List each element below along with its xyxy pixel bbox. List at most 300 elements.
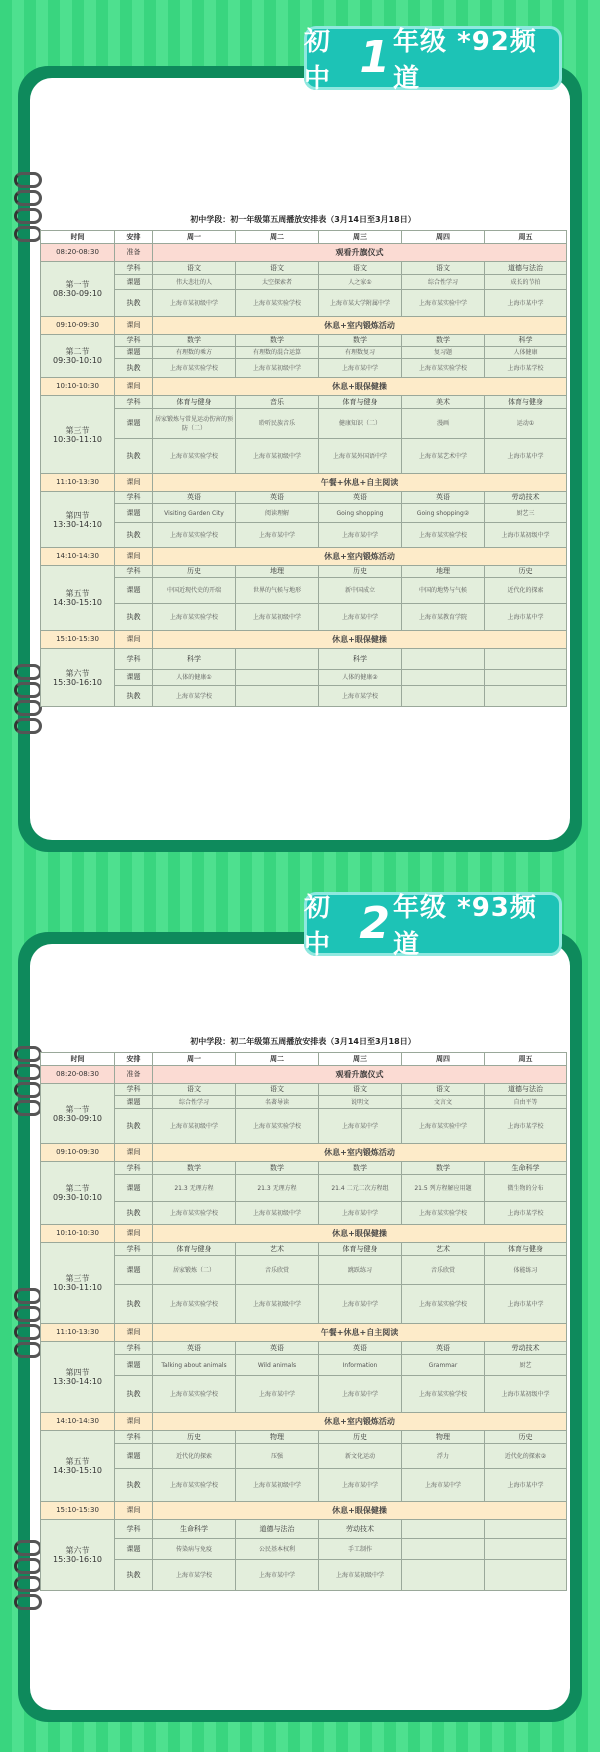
topic-label: 课题	[115, 504, 153, 523]
topic-cell	[402, 670, 485, 686]
teacher-label: 执教	[115, 1376, 153, 1413]
teacher-row	[41, 523, 567, 548]
subject-cell: 英语	[319, 1342, 402, 1355]
topic-cell: 厨艺	[485, 1355, 567, 1376]
topic-cell: 有理数的混合运算	[236, 347, 319, 359]
teacher-cell: 上海市某实验学校	[153, 1285, 236, 1324]
subject-cell: 体育与健身	[153, 1243, 236, 1256]
period-time: 09:30-10:10	[53, 1193, 102, 1202]
period-cell	[41, 1431, 115, 1502]
header-cell: 周四	[402, 1053, 485, 1066]
period-name: 第三节	[65, 1274, 90, 1283]
topic-cell: 阅读理解	[236, 504, 319, 523]
break-row	[41, 1413, 567, 1431]
period-name: 第五节	[65, 589, 90, 598]
teacher-cell: 上海市某中学	[319, 1202, 402, 1225]
header-cell: 周五	[485, 231, 567, 244]
topic-label: 课题	[115, 1096, 153, 1109]
topic-label: 课题	[115, 578, 153, 604]
teacher-cell: 上海市某初级中学	[236, 1202, 319, 1225]
teacher-cell: 上海市某中学	[319, 1285, 402, 1324]
teacher-cell	[485, 686, 567, 707]
topic-cell	[485, 670, 567, 686]
topic-cell: 人体的健康①	[153, 670, 236, 686]
subject-cell: 英语	[153, 1342, 236, 1355]
period-name: 第六节	[65, 668, 90, 678]
opening-row	[41, 1066, 567, 1084]
subject-cell: 体育与健身	[319, 396, 402, 409]
teacher-row	[41, 1202, 567, 1225]
teacher-label: 执教	[115, 1109, 153, 1144]
topic-cell: 公民基本权利	[236, 1539, 319, 1560]
topic-cell: 体能练习	[485, 1256, 567, 1285]
grade2-title: 初中学段：初二年级第五周播放安排表（3月14日至3月18日）	[190, 1037, 416, 1046]
subject-cell: 音乐	[236, 396, 319, 409]
subject-label: 学科	[115, 566, 153, 578]
teacher-cell: 上海市某初级中学	[153, 290, 236, 317]
subject-cell: 生命科学	[485, 1162, 567, 1175]
header-cell: 周四	[402, 231, 485, 244]
teacher-row	[41, 1376, 567, 1413]
teacher-row	[41, 1285, 567, 1324]
topic-cell: 伟大悲壮的人	[153, 275, 236, 290]
ring-binder-icon	[14, 172, 40, 244]
subject-cell: 语文	[319, 262, 402, 275]
topic-cell: 近代化的探索	[485, 578, 567, 604]
time-cell: 10:10-10:30	[41, 378, 115, 396]
teacher-cell: 上海市某艺术中学	[402, 439, 485, 474]
break-row	[41, 1502, 567, 1520]
period-name: 第四节	[65, 510, 90, 520]
subject-cell: 语文	[236, 262, 319, 275]
activity-cell: 休息+室内锻炼活动	[153, 1413, 567, 1431]
topic-label: 课题	[115, 1444, 153, 1469]
period-row	[41, 262, 567, 275]
teacher-cell: 上海市某实验学校	[236, 1109, 319, 1144]
subject-cell: 体育与健身	[485, 1243, 567, 1256]
arrangement-label: 课间	[115, 1144, 153, 1162]
teacher-label: 执教	[115, 1202, 153, 1225]
period-name: 第四节	[65, 1368, 90, 1377]
subject-cell: 语文	[236, 1084, 319, 1096]
topic-cell: 新中国成立	[319, 578, 402, 604]
period-name: 第六节	[65, 1546, 90, 1555]
topic-cell: 聆听民族音乐	[236, 409, 319, 439]
subject-cell: 数学	[402, 335, 485, 347]
topic-cell: 综合性学习	[153, 1096, 236, 1109]
teacher-label: 执教	[115, 604, 153, 631]
subject-cell: 历史	[153, 1431, 236, 1444]
period-row	[41, 335, 567, 347]
period-cell	[41, 649, 115, 707]
subject-cell: 体育与健身	[319, 1243, 402, 1256]
topic-row	[41, 1355, 567, 1376]
teacher-cell: 上海市某初级中学	[485, 1376, 567, 1413]
teacher-cell: 上海市某中学	[319, 1469, 402, 1502]
subject-cell: 美术	[402, 396, 485, 409]
time-cell: 09:10-09:30	[41, 1144, 115, 1162]
topic-cell: 自由平等	[485, 1096, 567, 1109]
time-cell: 08:20-08:30	[41, 244, 115, 262]
period-cell	[41, 1520, 115, 1591]
teacher-cell: 上海市某实验学校	[153, 523, 236, 548]
topic-cell: 有理数的乘方	[153, 347, 236, 359]
teacher-cell: 上海市某实验学校	[402, 1202, 485, 1225]
topic-cell: 21.4 二元二次方程组	[319, 1175, 402, 1202]
teacher-cell: 上海市某实验学校	[153, 1469, 236, 1502]
period-cell	[41, 492, 115, 548]
period-time: 14:30-15:10	[53, 1466, 102, 1475]
topic-cell: 居家锻炼（二）	[153, 1256, 236, 1285]
teacher-cell: 上海市某实验中学	[402, 290, 485, 317]
subject-cell: 艺术	[236, 1243, 319, 1256]
topic-label: 课题	[115, 275, 153, 290]
topic-cell: 音乐欣赏	[236, 1256, 319, 1285]
time-cell: 09:10-09:30	[41, 317, 115, 335]
subject-cell: 历史	[485, 1431, 567, 1444]
grade1-schedule-table	[40, 230, 567, 707]
period-row	[41, 492, 567, 504]
grade1-title: 初中学段：初一年级第五周播放安排表（3月14日至3月18日）	[190, 215, 416, 224]
subject-cell: 历史	[319, 566, 402, 578]
break-row	[41, 474, 567, 492]
activity-cell: 休息+室内锻炼活动	[153, 548, 567, 566]
break-row	[41, 1225, 567, 1243]
activity-cell: 休息+眼保健操	[153, 631, 567, 649]
arrangement-label: 课间	[115, 474, 153, 492]
period-name: 第三节	[65, 425, 90, 435]
subject-cell: 语文	[153, 262, 236, 275]
period-name: 第一节	[65, 280, 90, 289]
topic-cell: 压强	[236, 1444, 319, 1469]
period-cell	[41, 1342, 115, 1413]
break-row	[41, 1324, 567, 1342]
header-cell: 周一	[153, 1053, 236, 1066]
subject-cell: 英语	[402, 1342, 485, 1355]
arrangement-label: 课间	[115, 317, 153, 335]
topic-cell: Going shopping②	[402, 504, 485, 523]
topic-cell: 说明文	[319, 1096, 402, 1109]
period-time: 09:30-10:10	[53, 356, 102, 365]
ring-binder-icon	[14, 1288, 40, 1360]
subject-label: 学科	[115, 262, 153, 275]
subject-cell: 英语	[236, 1342, 319, 1355]
topic-cell: 21.3 无理方程	[236, 1175, 319, 1202]
header-cell: 周一	[153, 231, 236, 244]
period-cell	[41, 566, 115, 631]
topic-row	[41, 1175, 567, 1202]
teacher-cell: 上海市某中学	[319, 523, 402, 548]
topic-cell: 人体健康	[485, 347, 567, 359]
period-time: 10:30-11:10	[53, 434, 102, 444]
header-cell: 周二	[236, 231, 319, 244]
teacher-cell: 上海市某初级中学	[236, 1285, 319, 1324]
teacher-cell: 上海市某中学	[485, 1469, 567, 1502]
teacher-cell: 上海市某中学	[485, 1285, 567, 1324]
teacher-row	[41, 439, 567, 474]
banner-number: 2	[359, 898, 392, 949]
teacher-cell: 上海市某中学	[319, 1109, 402, 1144]
arrangement-label: 准备	[115, 244, 153, 262]
topic-cell: 人之家①	[319, 275, 402, 290]
subject-cell: 数学	[236, 1162, 319, 1175]
topic-cell: Visiting Garden City	[153, 504, 236, 523]
arrangement-label: 准备	[115, 1066, 153, 1084]
subject-cell: 数学	[402, 1162, 485, 1175]
subject-cell: 生命科学	[153, 1520, 236, 1539]
grade1-banner	[304, 26, 562, 94]
teacher-cell: 上海市某初级中学	[153, 1109, 236, 1144]
header-cell: 安排	[115, 231, 153, 244]
subject-cell: 道德与法治	[485, 262, 567, 275]
activity-cell: 休息+室内锻炼活动	[153, 1144, 567, 1162]
topic-label: 课题	[115, 409, 153, 439]
period-time: 08:30-09:10	[53, 1113, 102, 1123]
subject-label: 学科	[115, 649, 153, 670]
teacher-cell: 上海市某实验中学	[402, 1109, 485, 1144]
teacher-label: 执教	[115, 290, 153, 317]
subject-label: 学科	[115, 1243, 153, 1256]
subject-cell: 英语	[236, 492, 319, 504]
teacher-label: 执教	[115, 1560, 153, 1591]
subject-cell	[402, 649, 485, 670]
teacher-cell: 上海市某实验学校	[153, 1376, 236, 1413]
topic-cell: 有理数复习	[319, 347, 402, 359]
topic-cell: 漫画	[402, 409, 485, 439]
subject-cell: 数学	[319, 1162, 402, 1175]
teacher-cell: 上海市某外国语中学	[319, 439, 402, 474]
teacher-row	[41, 686, 567, 707]
period-row	[41, 396, 567, 409]
topic-cell: 运动①	[485, 409, 567, 439]
period-name: 第二节	[65, 347, 90, 356]
topic-row	[41, 504, 567, 523]
period-time: 13:30-14:10	[53, 519, 102, 529]
teacher-cell: 上海市某实验学校	[153, 359, 236, 378]
header-cell: 周五	[485, 1053, 567, 1066]
arrangement-label: 课间	[115, 1413, 153, 1431]
topic-cell: Wild animals	[236, 1355, 319, 1376]
period-row	[41, 1431, 567, 1444]
period-row	[41, 1520, 567, 1539]
teacher-cell	[236, 686, 319, 707]
topic-row	[41, 670, 567, 686]
topic-cell: 人体的健康②	[319, 670, 402, 686]
period-time: 13:30-14:10	[53, 1377, 102, 1386]
teacher-row	[41, 1469, 567, 1502]
teacher-cell: 上海市某中学	[319, 1376, 402, 1413]
topic-label: 课题	[115, 1539, 153, 1560]
banner-prefix: 初中	[304, 27, 332, 94]
subject-cell: 科学	[485, 335, 567, 347]
topic-cell: 文言文	[402, 1096, 485, 1109]
teacher-cell: 上海市某中学	[236, 523, 319, 548]
topic-cell: 手工制作	[319, 1539, 402, 1560]
subject-cell: 道德与法治	[236, 1520, 319, 1539]
subject-cell	[402, 1520, 485, 1539]
time-cell: 14:10-14:30	[41, 1413, 115, 1431]
topic-row	[41, 578, 567, 604]
topic-cell: 传染病与免疫	[153, 1539, 236, 1560]
opening-row	[41, 244, 567, 262]
subject-cell: 劳动技术	[485, 492, 567, 504]
topic-label: 课题	[115, 1256, 153, 1285]
teacher-cell: 上海市某初级中学	[485, 523, 567, 548]
subject-cell: 历史	[485, 566, 567, 578]
topic-row	[41, 1539, 567, 1560]
teacher-cell	[485, 1560, 567, 1591]
period-cell	[41, 335, 115, 378]
topic-label: 课题	[115, 347, 153, 359]
topic-row	[41, 1256, 567, 1285]
period-time: 14:30-15:10	[53, 598, 102, 607]
topic-cell: 名著导读	[236, 1096, 319, 1109]
topic-row	[41, 275, 567, 290]
subject-cell: 道德与法治	[485, 1084, 567, 1096]
teacher-cell: 上海市某中学	[485, 439, 567, 474]
topic-cell: 近代化的探索	[153, 1444, 236, 1469]
period-cell	[41, 1243, 115, 1324]
banner-suffix: 年级 *92频道	[393, 27, 537, 94]
topic-row	[41, 1444, 567, 1469]
topic-cell: 复习题	[402, 347, 485, 359]
ring-binder-icon	[14, 1046, 40, 1118]
topic-cell: 综合性学习	[402, 275, 485, 290]
teacher-cell: 上海市某学校	[319, 686, 402, 707]
subject-label: 学科	[115, 1342, 153, 1355]
topic-label: 课题	[115, 670, 153, 686]
activity-cell: 观看升旗仪式	[153, 1066, 567, 1084]
subject-cell: 物理	[236, 1431, 319, 1444]
subject-label: 学科	[115, 1084, 153, 1096]
subject-label: 学科	[115, 335, 153, 347]
activity-cell: 休息+眼保健操	[153, 378, 567, 396]
subject-cell: 英语	[319, 492, 402, 504]
ring-binder-icon	[14, 664, 40, 736]
subject-label: 学科	[115, 396, 153, 409]
topic-cell: Talking about animals	[153, 1355, 236, 1376]
period-cell	[41, 1162, 115, 1225]
grade2-banner	[304, 892, 562, 960]
period-name: 第一节	[65, 1104, 90, 1114]
subject-cell: 劳动技术	[485, 1342, 567, 1355]
break-row	[41, 378, 567, 396]
teacher-label: 执教	[115, 1285, 153, 1324]
teacher-cell: 上海市某实验学校	[153, 439, 236, 474]
topic-cell: 浮力	[402, 1444, 485, 1469]
activity-cell: 休息+眼保健操	[153, 1502, 567, 1520]
subject-cell: 语文	[153, 1084, 236, 1096]
teacher-cell: 上海市某中学	[236, 1560, 319, 1591]
subject-cell: 语文	[402, 262, 485, 275]
teacher-cell: 上海市某实验学校	[153, 1202, 236, 1225]
subject-cell: 物理	[402, 1431, 485, 1444]
arrangement-label: 课间	[115, 548, 153, 566]
teacher-cell: 上海市某实验学校	[402, 1376, 485, 1413]
activity-cell: 观看升旗仪式	[153, 244, 567, 262]
teacher-cell: 上海市某中学	[236, 1376, 319, 1413]
period-time: 15:30-16:10	[53, 1555, 102, 1564]
topic-cell: 世界的气候与地形	[236, 578, 319, 604]
teacher-row	[41, 1560, 567, 1591]
teacher-cell: 上海市某中学	[319, 604, 402, 631]
ring-binder-icon	[14, 1540, 40, 1612]
teacher-label: 执教	[115, 686, 153, 707]
time-cell: 10:10-10:30	[41, 1225, 115, 1243]
subject-cell: 语文	[319, 1084, 402, 1096]
topic-cell	[485, 1539, 567, 1560]
period-row	[41, 1243, 567, 1256]
teacher-cell: 上海市某中学	[402, 1469, 485, 1502]
subject-cell: 科学	[153, 649, 236, 670]
period-time: 15:30-16:10	[53, 677, 102, 687]
subject-cell	[236, 649, 319, 670]
topic-cell: 居家锻炼与常见运动伤害的预防（二）	[153, 409, 236, 439]
teacher-cell: 上海市某学校	[485, 1109, 567, 1144]
teacher-label: 执教	[115, 1469, 153, 1502]
activity-cell: 午餐+休息+自主阅读	[153, 474, 567, 492]
topic-cell: Grammar	[402, 1355, 485, 1376]
topic-cell: 近代化的探索②	[485, 1444, 567, 1469]
activity-cell: 休息+眼保健操	[153, 1225, 567, 1243]
subject-cell: 体育与健身	[485, 396, 567, 409]
time-cell: 11:10-13:30	[41, 1324, 115, 1342]
teacher-cell: 上海市某学校	[485, 359, 567, 378]
period-row	[41, 1342, 567, 1355]
period-cell	[41, 262, 115, 317]
period-cell	[41, 1084, 115, 1144]
time-cell: 15:10-15:30	[41, 631, 115, 649]
header-cell: 周三	[319, 231, 402, 244]
topic-cell: 新文化运动	[319, 1444, 402, 1469]
teacher-cell	[402, 1560, 485, 1591]
teacher-cell: 上海市某实验学校	[402, 523, 485, 548]
teacher-cell	[402, 686, 485, 707]
header-cell: 时间	[41, 1053, 115, 1066]
teacher-row	[41, 1109, 567, 1144]
teacher-row	[41, 290, 567, 317]
topic-cell: Information	[319, 1355, 402, 1376]
subject-cell: 历史	[153, 566, 236, 578]
topic-cell	[402, 1539, 485, 1560]
break-row	[41, 317, 567, 335]
period-row	[41, 566, 567, 578]
subject-cell	[485, 1520, 567, 1539]
topic-cell: Going shopping	[319, 504, 402, 523]
time-cell: 14:10-14:30	[41, 548, 115, 566]
time-cell: 15:10-15:30	[41, 1502, 115, 1520]
break-row	[41, 1144, 567, 1162]
subject-cell: 英语	[153, 492, 236, 504]
arrangement-label: 课间	[115, 631, 153, 649]
teacher-cell: 上海市某学校	[485, 1202, 567, 1225]
teacher-cell: 上海市某初级中学	[236, 1469, 319, 1502]
subject-cell: 数学	[319, 335, 402, 347]
topic-cell: 厨艺三	[485, 504, 567, 523]
break-row	[41, 548, 567, 566]
period-name: 第二节	[65, 1184, 90, 1193]
topic-cell: 21.5 列方程解应用题	[402, 1175, 485, 1202]
topic-row	[41, 409, 567, 439]
topic-cell: 21.3 无理方程	[153, 1175, 236, 1202]
teacher-label: 执教	[115, 439, 153, 474]
time-cell: 08:20-08:30	[41, 1066, 115, 1084]
teacher-cell: 上海市某初级中学	[236, 439, 319, 474]
teacher-cell: 上海市某中学	[485, 604, 567, 631]
teacher-cell: 上海市某实验学校	[236, 290, 319, 317]
grade2-schedule-table	[40, 1052, 567, 1591]
topic-cell: 成长的节拍	[485, 275, 567, 290]
